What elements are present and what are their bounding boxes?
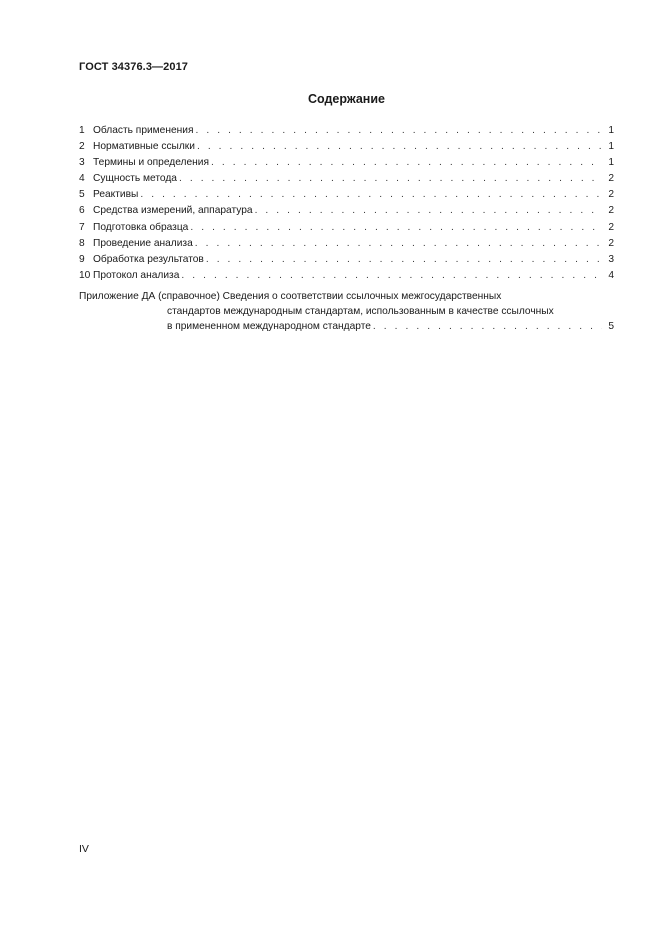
toc-appendix-entry[interactable] bbox=[79, 289, 614, 335]
toc-leader-dots bbox=[206, 252, 602, 268]
toc-entry[interactable] bbox=[79, 187, 614, 203]
toc-entry-number: 3 bbox=[79, 157, 85, 169]
toc-entry-number: 2 bbox=[79, 141, 85, 153]
table-of-contents bbox=[79, 123, 614, 284]
toc-entry-label: Проведение анализа bbox=[93, 237, 193, 249]
page-number: IV bbox=[79, 843, 89, 855]
toc-entry-number: 7 bbox=[79, 221, 85, 233]
toc-entry-page: 1 bbox=[608, 125, 614, 136]
toc-entry-number: 8 bbox=[79, 237, 85, 249]
toc-entry-page: 2 bbox=[608, 205, 614, 217]
toc-entry-label: Подготовка образца bbox=[93, 221, 189, 233]
toc-leader-dots bbox=[190, 220, 602, 236]
toc-entry-page: 2 bbox=[608, 237, 614, 249]
toc-entry-page: 5 bbox=[608, 321, 614, 333]
toc-leader-dots bbox=[181, 268, 602, 284]
toc-entry[interactable] bbox=[79, 220, 614, 236]
appendix-title-line: Приложение ДА (справочное) Сведения о соответствии ссылочных межгосударственных bbox=[79, 291, 502, 302]
toc-entry[interactable] bbox=[79, 203, 614, 219]
toc-leader-dots bbox=[195, 236, 602, 252]
toc-entry[interactable] bbox=[79, 123, 614, 139]
toc-leader-dots bbox=[195, 123, 602, 139]
toc-entry-page: 4 bbox=[608, 269, 614, 281]
toc-entry-label: Сущность метода bbox=[93, 173, 177, 185]
toc-entry[interactable] bbox=[79, 139, 614, 155]
toc-entry-page: 1 bbox=[608, 141, 614, 153]
toc-entry-label: Термины и определения bbox=[93, 157, 209, 169]
toc-entry-label: Реактивы bbox=[93, 189, 139, 201]
toc-entry[interactable] bbox=[79, 155, 614, 171]
appendix-title-line: стандартов международным стандартам, использованным в качестве ссылочных bbox=[167, 306, 554, 318]
toc-entry-number: 5 bbox=[79, 189, 85, 201]
toc-entry-label: Нормативные ссылки bbox=[93, 141, 195, 153]
standard-header: ГОСТ 34376.3—2017 bbox=[79, 61, 189, 73]
toc-entry[interactable] bbox=[79, 252, 614, 268]
toc-entry-label: Обработка результатов bbox=[93, 253, 204, 265]
toc-entry[interactable] bbox=[79, 268, 614, 284]
toc-entry-label: Протокол анализа bbox=[93, 269, 180, 281]
toc-entry-page: 2 bbox=[608, 221, 614, 233]
toc-entry-label: Область применения bbox=[93, 125, 194, 136]
toc-entry[interactable] bbox=[79, 236, 614, 252]
toc-leader-dots bbox=[140, 187, 602, 203]
toc-entry-page: 2 bbox=[608, 173, 614, 185]
toc-entry-page: 1 bbox=[608, 157, 614, 169]
toc-entry[interactable] bbox=[79, 171, 614, 187]
toc-leader-dots bbox=[255, 203, 602, 219]
toc-entry-page: 2 bbox=[608, 189, 614, 201]
toc-leader-dots bbox=[211, 155, 602, 171]
toc-leader-dots bbox=[179, 171, 602, 187]
toc-entry-label: Средства измерений, аппаратура bbox=[93, 205, 253, 217]
toc-entry-page: 3 bbox=[608, 253, 614, 265]
toc-entry-number: 4 bbox=[79, 173, 85, 185]
toc-leader-dots bbox=[373, 319, 602, 334]
toc-entry-number: 9 bbox=[79, 253, 85, 265]
toc-entry-number: 1 bbox=[79, 125, 85, 136]
appendix-title-line: в примененном международном стандарте bbox=[167, 321, 371, 333]
toc-entry-number: 10 bbox=[79, 269, 91, 281]
toc-leader-dots bbox=[197, 139, 602, 155]
page-title: Содержание bbox=[307, 92, 385, 106]
toc-entry-number: 6 bbox=[79, 205, 85, 217]
